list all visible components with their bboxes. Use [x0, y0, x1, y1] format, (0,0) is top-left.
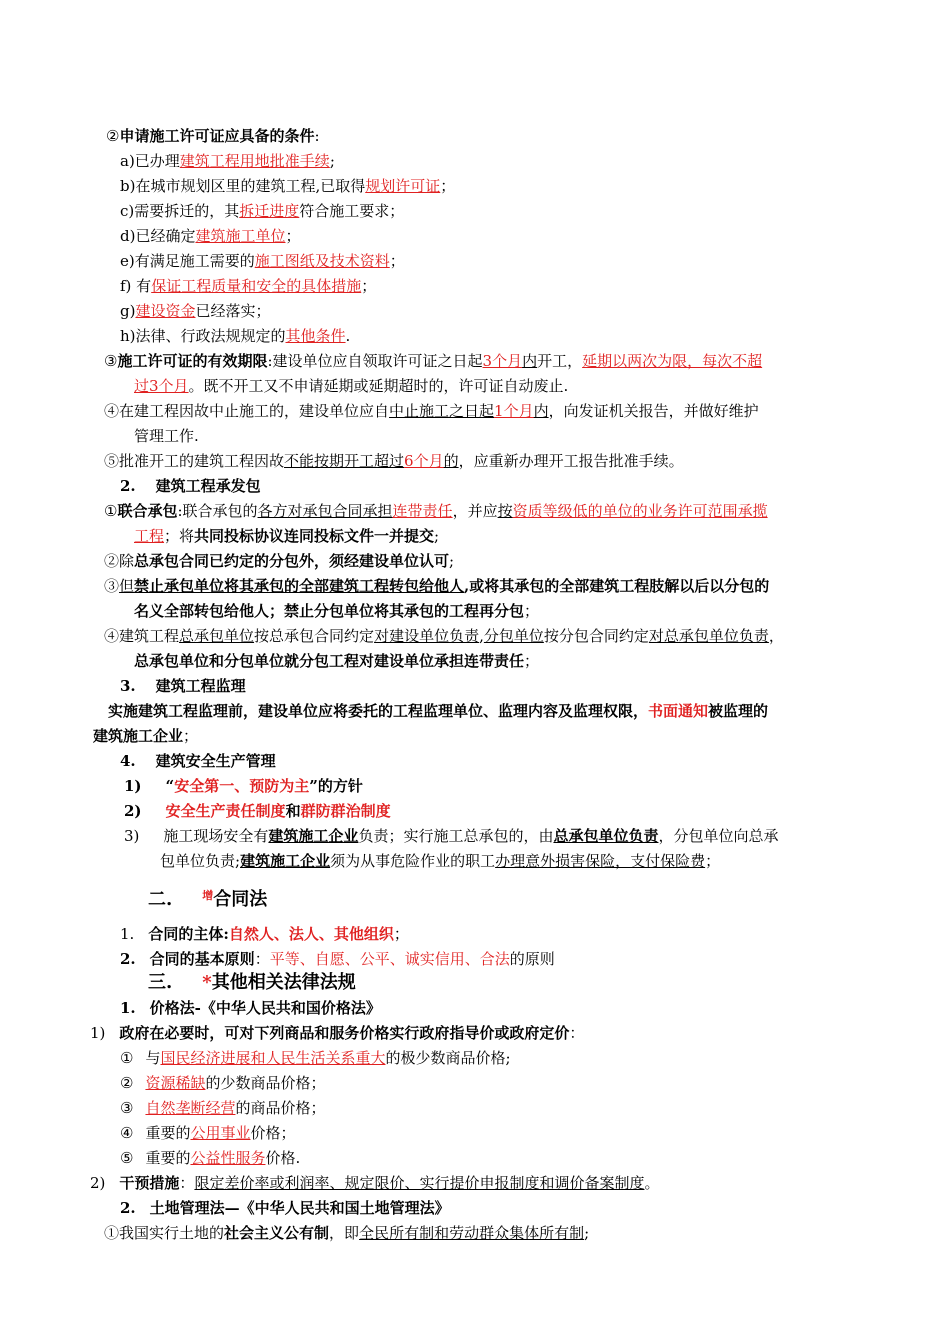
- text-run: 安全第一、预防为主: [174, 777, 310, 795]
- text-run: ；: [524, 602, 540, 620]
- part3-c5: [120, 1146, 300, 1170]
- text-run: ；: [285, 227, 301, 245]
- text-run: 增: [202, 889, 214, 902]
- text-run: 办理意外损害保险，支付保险费: [495, 852, 706, 870]
- text-run: 建筑施工企业: [240, 852, 331, 870]
- text-run: 1.: [120, 925, 135, 943]
- text-run: 3.: [120, 677, 136, 695]
- text-run: 建设资金: [135, 302, 196, 320]
- text-run: 与: [145, 1049, 161, 1067]
- text-run: ⑤: [104, 452, 120, 470]
- text-run: ：: [569, 1024, 585, 1042]
- sec4-item2: [124, 799, 391, 823]
- text-run: 禁止承包单位将其承包的全部建筑工程转包给他人: [134, 577, 465, 595]
- text-run: 三.: [148, 972, 173, 993]
- text-run: d)已经确定: [120, 227, 196, 245]
- text-run: 名义全部转包给他人；禁止分包单位将其承包的工程再分包: [134, 602, 525, 620]
- part3-a: [90, 1021, 584, 1045]
- text-run: ①: [120, 1049, 134, 1067]
- text-run: 对总承包单位负责: [648, 627, 769, 645]
- text-run: 包单位负责;: [160, 852, 241, 870]
- part3-law2-heading: [120, 1196, 450, 1220]
- text-run: ①: [104, 1224, 120, 1242]
- text-run: 内: [522, 352, 538, 370]
- text-run: :: [314, 127, 320, 145]
- text-run: 建筑安全生产管理: [155, 752, 276, 770]
- text-run: 合同的主体:: [148, 925, 229, 943]
- text-run: h)法律、行政法规规定的: [120, 327, 286, 345]
- text-run: 总承包单位负责: [553, 827, 659, 845]
- text-run: 共同投标协议连同投标文件一并提交: [194, 527, 435, 545]
- s2-item-e: [120, 249, 405, 273]
- text-run: 限定差价率或利润率、规定限价、实行提价申报制度和调价备案制度: [194, 1174, 645, 1192]
- text-run: 总承包合同已约定的分包外，须经建设单位认可: [134, 552, 450, 570]
- text-run: 按分包合同约定: [543, 627, 649, 645]
- part3-c2: [120, 1071, 325, 1095]
- text-run: 建筑工程: [119, 627, 180, 645]
- text-run: *: [202, 972, 212, 993]
- text-run: 公用事业: [190, 1124, 251, 1142]
- text-run: 其他相关法律法规: [211, 972, 356, 993]
- s3-line2: [134, 374, 568, 398]
- s4-line2: [134, 424, 199, 448]
- text-run: 平等、自愿、公平、诚实信用、合法: [269, 950, 510, 968]
- text-run: ；: [705, 852, 721, 870]
- text-run: 工程: [134, 527, 165, 545]
- s3-line1: [104, 349, 762, 373]
- text-run: f) 有: [120, 277, 152, 295]
- text-run: 保证工程质量和安全的具体措施: [151, 277, 362, 295]
- text-run: 申请施工许可证应具备的条件: [119, 127, 315, 145]
- text-run: 建筑工程监理: [155, 677, 246, 695]
- text-run: 重要的: [145, 1124, 191, 1142]
- s5-line: [104, 449, 684, 473]
- text-run: 的商品价格；: [235, 1099, 326, 1117]
- text-run: ：: [179, 1174, 195, 1192]
- s2-item-d: [120, 224, 301, 248]
- text-run: “: [165, 777, 175, 795]
- sec2-p1-line1: [104, 499, 768, 523]
- text-run: ；: [183, 727, 199, 745]
- text-run: 的: [443, 452, 459, 470]
- text-run: 全民所有制和劳动群众集体所有制: [359, 1224, 585, 1242]
- text-run: .: [345, 327, 351, 345]
- text-run: 过3个月: [134, 377, 189, 395]
- text-run: 价格法-《中华人民共和国价格法》: [149, 999, 381, 1017]
- sec4-item1: [124, 774, 363, 798]
- text-run: 批准开工的建筑工程因故: [119, 452, 285, 470]
- sec4-item3-line1: [124, 824, 778, 848]
- text-run: 建筑施工企业: [268, 827, 359, 845]
- text-run: 除: [119, 552, 135, 570]
- text-run: 施工图纸及技术资料: [254, 252, 390, 270]
- sec3-para-line1: [108, 699, 768, 723]
- part3-d: [104, 1221, 589, 1245]
- text-run: ②: [106, 127, 120, 145]
- s2-item-f: [120, 274, 376, 298]
- text-run: 符合施工要求；: [299, 202, 405, 220]
- text-run: ；将: [164, 527, 195, 545]
- s2-item-h: [120, 324, 350, 348]
- text-run: 1): [124, 777, 142, 795]
- text-run: 按: [497, 502, 513, 520]
- text-run: 政府在必要时，可对下列商品和服务价格实行政府指导价或政府定价: [119, 1024, 570, 1042]
- text-run: ；: [361, 277, 377, 295]
- text-run: 总承包单位和分包单位就分包工程对建设单位承担连带责任: [134, 652, 525, 670]
- text-run: 分包单位: [483, 627, 544, 645]
- text-run: e)有满足施工需要的: [120, 252, 255, 270]
- text-run: 1个月: [494, 402, 534, 420]
- text-run: ,或将其承包的全部建筑工程肢解以后以分包的: [464, 577, 770, 595]
- text-run: 不能按期开工超过: [284, 452, 405, 470]
- text-run: 2.: [120, 1199, 136, 1217]
- text-run: 安全生产责任制度: [165, 802, 286, 820]
- sec2-p2: [104, 549, 454, 573]
- text-run: ④: [120, 1124, 134, 1142]
- text-run: 4.: [120, 752, 136, 770]
- text-run: ，: [768, 627, 784, 645]
- text-run: b)在城市规划区里的建筑工程,已取得: [120, 177, 366, 195]
- text-run: ③: [120, 1099, 134, 1117]
- text-run: 3): [124, 827, 140, 845]
- text-run: 土地管理法—《中华人民共和国土地管理法》: [149, 1199, 450, 1217]
- text-run: 群防群治制度: [300, 802, 391, 820]
- sec2-p3-line1: [104, 574, 769, 598]
- text-run: 6个月: [404, 452, 444, 470]
- text-run: 资源稀缺: [145, 1074, 206, 1092]
- text-run: ；: [440, 177, 456, 195]
- text-run: ;: [584, 1224, 590, 1242]
- text-run: 负责；实行施工总承包的，由: [358, 827, 554, 845]
- text-run: 国民经济进展和人民生活关系重大: [160, 1049, 386, 1067]
- text-run: 价格；: [250, 1124, 296, 1142]
- sec2-heading: [120, 474, 261, 498]
- text-run: ；: [393, 925, 409, 943]
- text-run: 其他条件: [285, 327, 346, 345]
- text-run: 2): [90, 1174, 106, 1192]
- text-run: 建筑工程承发包: [155, 477, 261, 495]
- part2-heading: [148, 884, 267, 912]
- sec2-p4-line2: [134, 649, 539, 673]
- text-run: 建筑施工单位: [195, 227, 286, 245]
- text-run: ，向发证机关报告，并做好维护: [548, 402, 759, 420]
- text-run: 合同的基本原则: [149, 950, 255, 968]
- text-run: :联合承包的: [177, 502, 258, 520]
- text-run: 公益性服务: [190, 1149, 266, 1167]
- text-run: 实施建筑工程监理前，建设单位应将委托的工程监理单位、监理内容及监理权限，: [108, 702, 649, 720]
- text-run: 的原则: [509, 950, 555, 968]
- text-run: 1): [90, 1024, 106, 1042]
- text-run: 。: [644, 1174, 660, 1192]
- sec4-item3-line2: [160, 849, 720, 873]
- s2-item-g: [120, 299, 271, 323]
- text-run: 按总承包合同约定: [254, 627, 375, 645]
- text-run: 中止施工之日起: [389, 402, 495, 420]
- text-run: 施工现场安全有: [163, 827, 269, 845]
- part3-heading: [148, 971, 356, 995]
- text-run: :建设单位应自领取许可证之日起: [267, 352, 483, 370]
- part3-c3: [120, 1096, 325, 1120]
- text-run: 拆迁进度: [239, 202, 300, 220]
- sec2-p1-line2: [134, 524, 439, 548]
- text-run: 社会主义公有制: [224, 1224, 330, 1242]
- text-run: 价格.: [265, 1149, 301, 1167]
- text-run: 干预措施: [119, 1174, 180, 1192]
- text-run: 开工，: [537, 352, 583, 370]
- part3-c4: [120, 1121, 296, 1145]
- text-run: 连带责任: [392, 502, 453, 520]
- text-run: 各方对承包合同承担: [257, 502, 393, 520]
- text-run: 但: [119, 577, 135, 595]
- text-run: ，即: [329, 1224, 360, 1242]
- part3-c1: [120, 1046, 511, 1070]
- sec2-p3-line2: [134, 599, 539, 623]
- text-run: 建筑工程用地批准手续: [179, 152, 330, 170]
- part3-law1-heading: [120, 996, 381, 1020]
- text-run: 总承包单位: [179, 627, 255, 645]
- text-run: 延期以两次为限，每次不超: [582, 352, 763, 370]
- text-run: 已经落实；: [195, 302, 271, 320]
- text-run: 的极少数商品价格;: [385, 1049, 511, 1067]
- text-run: ；: [524, 652, 540, 670]
- text-run: ③: [104, 352, 118, 370]
- text-run: ③: [104, 577, 120, 595]
- text-run: 二.: [148, 889, 173, 910]
- text-run: 书面通知: [648, 702, 709, 720]
- text-run: ，并应: [452, 502, 498, 520]
- s2-item-a: [120, 149, 335, 173]
- text-run: 2.: [120, 477, 136, 495]
- text-run: 在建工程因故中止施工的，建设单位应自: [119, 402, 390, 420]
- text-run: 内: [533, 402, 549, 420]
- text-run: 规划许可证: [365, 177, 441, 195]
- sec3-para-line2: [93, 724, 198, 748]
- text-run: ①: [104, 502, 118, 520]
- text-run: 资质等级低的单位的业务许可范围承揽: [512, 502, 768, 520]
- text-run: ②: [104, 552, 120, 570]
- text-run: 的少数商品价格；: [205, 1074, 326, 1092]
- text-run: ④: [104, 402, 120, 420]
- text-run: 。既不开工又不申请延期或延期超时的，许可证自动废止.: [188, 377, 569, 395]
- text-run: 被监理的: [708, 702, 769, 720]
- text-run: a)已办理: [120, 152, 180, 170]
- sec4-heading: [120, 749, 276, 773]
- text-run: ;: [449, 552, 455, 570]
- text-run: g): [120, 302, 136, 320]
- text-run: ；: [389, 252, 405, 270]
- s2-item-b: [120, 174, 455, 198]
- text-run: 我国实行土地的: [119, 1224, 225, 1242]
- text-run: 建筑施工企业: [93, 727, 184, 745]
- text-run: ，分包单位向总承: [658, 827, 779, 845]
- text-run: ;: [434, 527, 440, 545]
- sec2-p4-line1: [104, 624, 784, 648]
- text-run: 合同法: [213, 889, 268, 910]
- s2-heading: [106, 124, 320, 148]
- part2-item1: [120, 922, 409, 946]
- text-run: ,: [479, 627, 484, 645]
- text-run: 自然人、法人、其他组织: [228, 925, 394, 943]
- text-run: 1.: [120, 999, 136, 1017]
- text-run: 施工许可证的有效期限: [117, 352, 268, 370]
- text-run: 管理工作.: [134, 427, 199, 445]
- text-run: ”的方针: [309, 777, 363, 795]
- text-run: 2.: [120, 950, 136, 968]
- text-run: 和: [285, 802, 301, 820]
- text-run: 3个月: [482, 352, 523, 370]
- text-run: 联合承包: [117, 502, 178, 520]
- text-run: ④: [104, 627, 120, 645]
- text-run: ，应重新办理开工报告批准手续。: [458, 452, 684, 470]
- sec3-heading: [120, 674, 246, 698]
- text-run: ：: [254, 950, 270, 968]
- text-run: c)需要拆迁的，其: [120, 202, 240, 220]
- text-run: ⑤: [120, 1149, 134, 1167]
- text-run: 对建设单位负责: [374, 627, 480, 645]
- text-run: 重要的: [145, 1149, 191, 1167]
- text-run: 须为从事危险作业的职工: [330, 852, 496, 870]
- s4-line1: [104, 399, 759, 423]
- text-run: 自然垄断经营: [145, 1099, 236, 1117]
- part3-b: [90, 1171, 659, 1195]
- text-run: 2): [124, 802, 142, 820]
- text-run: ;: [329, 152, 335, 170]
- s2-item-c: [120, 199, 404, 223]
- text-run: ②: [120, 1074, 134, 1092]
- part2-item2: [120, 947, 555, 971]
